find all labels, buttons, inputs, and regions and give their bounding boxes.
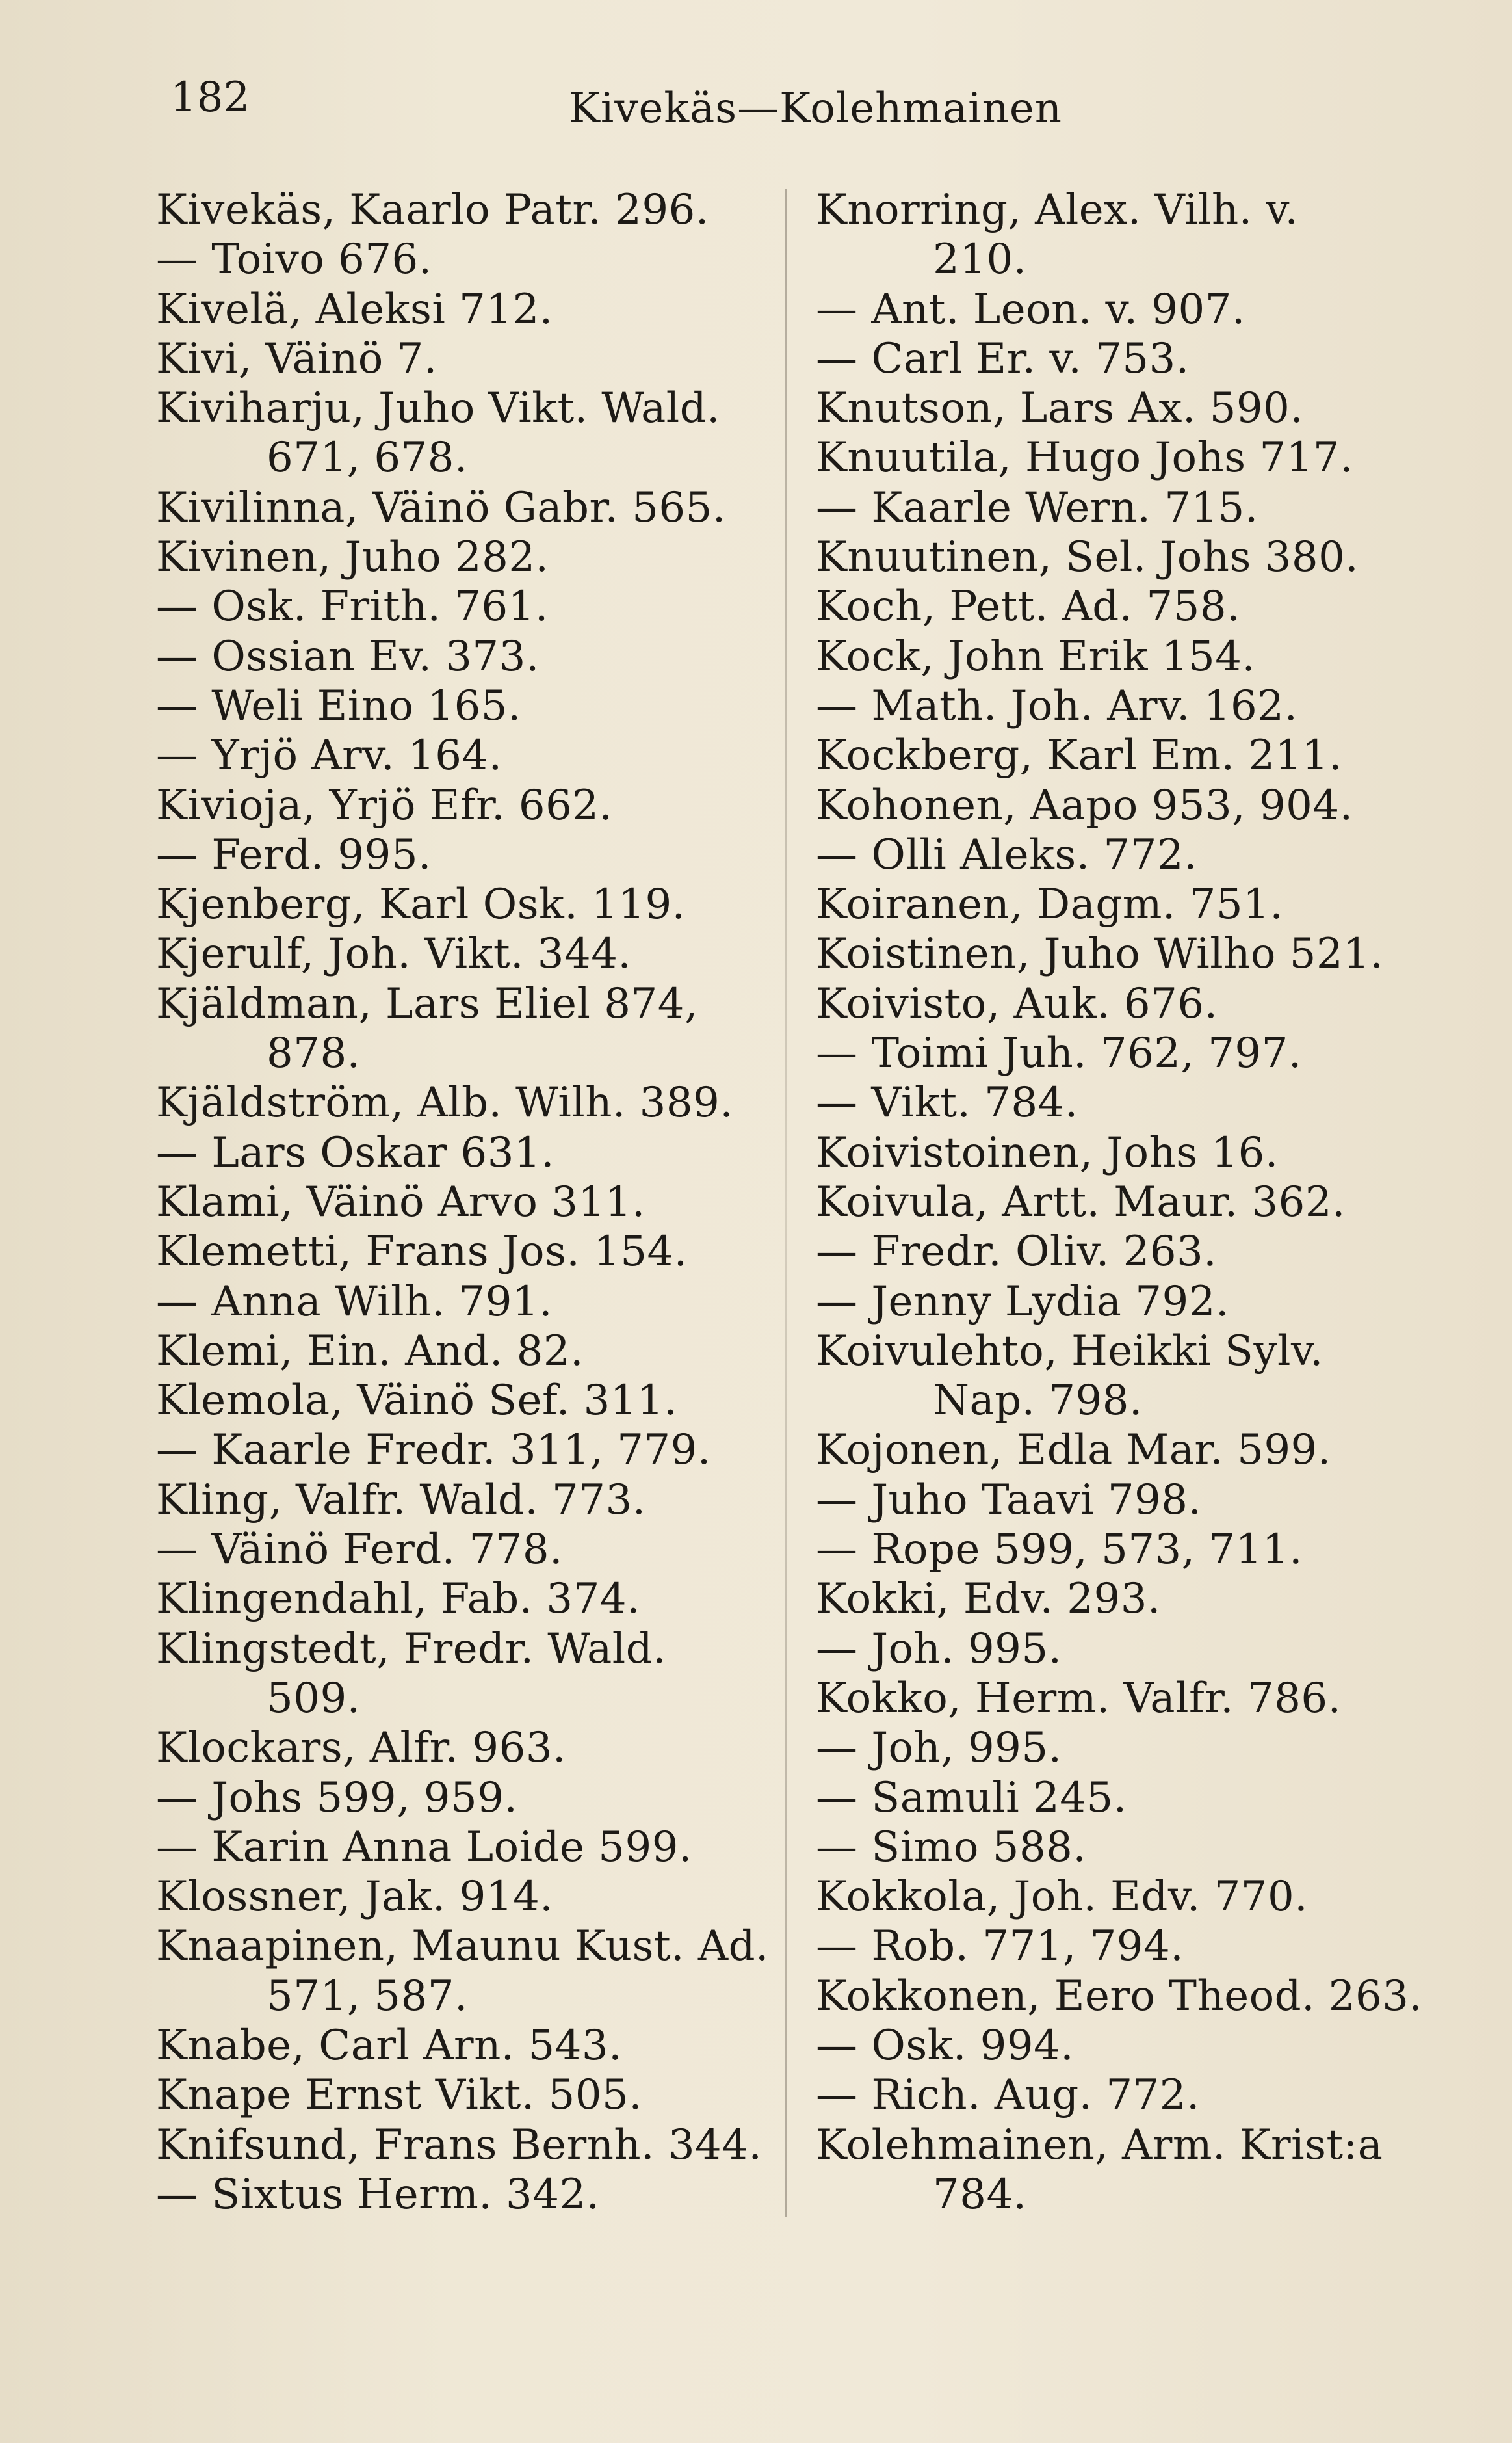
index-entry: — Lars Oskar 631.	[156, 1128, 554, 1177]
index-entry: Kolehmainen, Arm. Krist:a	[816, 2120, 1383, 2169]
right-column	[816, 185, 1440, 2219]
index-entry-continuation: 210.	[933, 235, 1027, 284]
index-entry: Klingendahl, Fab. 374.	[156, 1575, 640, 1624]
index-entry: Kivekäs, Kaarlo Patr. 296.	[156, 186, 709, 234]
index-entry-continuation: 509.	[267, 1674, 361, 1723]
index-entry: Knutson, Lars Ax. 590.	[816, 384, 1304, 433]
index-entry: Kjäldman, Lars Eliel 874,	[156, 979, 698, 1028]
index-entry: Kivelä, Aleksi 712.	[156, 285, 553, 334]
index-entry: Kivinen, Juho 282.	[156, 533, 549, 582]
index-entry: — Fredr. Oliv. 263.	[816, 1228, 1218, 1276]
index-entry: — Weli Eino 165.	[156, 681, 521, 730]
index-entry: Koistinen, Juho Wilho 521.	[816, 930, 1384, 979]
index-entry: Kockberg, Karl Em. 211.	[816, 732, 1342, 780]
index-entry: Kokko, Herm. Valfr. 786.	[816, 1674, 1342, 1723]
index-entry: Klami, Väinö Arvo 311.	[156, 1178, 645, 1226]
index-entry: — Carl Er. v. 753.	[816, 334, 1190, 383]
index-entry: Klemola, Väinö Sef. 311.	[156, 1377, 678, 1425]
index-entry: — Kaarle Wern. 715.	[816, 483, 1258, 532]
index-entry: — Joh. 995.	[816, 1624, 1062, 1673]
index-entry: — Kaarle Fredr. 311, 779.	[156, 1426, 711, 1475]
index-entry: Kojonen, Edla Mar. 599.	[816, 1426, 1331, 1475]
index-entry: Koivisto, Auk. 676.	[816, 979, 1218, 1028]
index-entry: Kock, John Erik 154.	[816, 632, 1256, 681]
index-entry: Koivula, Artt. Maur. 362.	[816, 1178, 1346, 1226]
index-entry: — Osk. Frith. 761.	[156, 583, 549, 631]
index-entry: — Simo 588.	[816, 1823, 1087, 1871]
index-entry: — Juho Taavi 798.	[816, 1475, 1202, 1524]
index-entry-continuation: 878.	[267, 1029, 361, 1078]
column-divider	[785, 189, 787, 2217]
index-entry: Kivi, Väinö 7.	[156, 334, 437, 383]
index-entry: — Toivo 676.	[156, 235, 432, 284]
index-entry: Kokkonen, Eero Theod. 263.	[816, 1972, 1423, 2020]
index-entry: — Olli Aleks. 772.	[816, 830, 1197, 879]
index-entry: Knifsund, Frans Bernh. 344.	[156, 2120, 763, 2169]
index-entry: Knorring, Alex. Vilh. v.	[816, 186, 1299, 234]
index-entry: Knuutila, Hugo Johs 717.	[816, 434, 1353, 482]
index-entry: — Karin Anna Loide 599.	[156, 1823, 692, 1871]
index-entry: — Ferd. 995.	[156, 830, 432, 879]
index-entry: — Rob. 771, 794.	[816, 1922, 1184, 1971]
index-entry: Knape Ernst Vikt. 505.	[156, 2071, 643, 2120]
index-entry: Koch, Pett. Ad. 758.	[816, 583, 1240, 631]
index-entry: — Anna Wilh. 791.	[156, 1277, 553, 1326]
index-entry: — Math. Joh. Arv. 162.	[816, 681, 1298, 730]
index-entry: Kiviharju, Juho Vikt. Wald.	[156, 384, 720, 433]
index-entry: Knuutinen, Sel. Johs 380.	[816, 533, 1359, 582]
index-entry: Koivistoinen, Johs 16.	[816, 1128, 1279, 1177]
index-entry: Klockars, Alfr. 963.	[156, 1724, 566, 1773]
index-entry: — Yrjö Arv. 164.	[156, 732, 502, 780]
index-entry: — Johs 599, 959.	[156, 1773, 518, 1822]
index-entry: Kling, Valfr. Wald. 773.	[156, 1475, 646, 1524]
index-entry: Kjäldström, Alb. Wilh. 389.	[156, 1079, 734, 1128]
index-entry: Koiranen, Dagm. 751.	[816, 880, 1284, 929]
index-entry: Knabe, Carl Arn. 543.	[156, 2021, 622, 2070]
index-entry: Knaapinen, Maunu Kust. Ad.	[156, 1922, 769, 1971]
page-number: 182	[170, 73, 250, 122]
index-entry: — Sixtus Herm. 342.	[156, 2170, 600, 2219]
index-entry: Klossner, Jak. 914.	[156, 1873, 554, 1921]
index-entry-continuation: 571, 587.	[267, 1972, 468, 2020]
index-entry: — Rich. Aug. 772.	[816, 2071, 1200, 2120]
index-entry-continuation: 671, 678.	[267, 434, 468, 482]
index-entry: — Ossian Ev. 373.	[156, 632, 540, 681]
index-entry: Klemetti, Frans Jos. 154.	[156, 1228, 688, 1276]
index-entry: Kjerulf, Joh. Vikt. 344.	[156, 930, 632, 979]
index-entry: — Joh, 995.	[816, 1724, 1062, 1773]
index-entry: — Jenny Lydia 792.	[816, 1277, 1229, 1326]
index-entry: Koivulehto, Heikki Sylv.	[816, 1327, 1323, 1375]
index-entry: — Ant. Leon. v. 907.	[816, 285, 1245, 334]
index-entry: Kivilinna, Väinö Gabr. 565.	[156, 483, 726, 532]
index-entry-continuation: Nap. 798.	[933, 1377, 1143, 1425]
index-entry: Kokkola, Joh. Edv. 770.	[816, 1873, 1309, 1921]
index-entry: Kohonen, Aapo 953, 904.	[816, 781, 1353, 830]
index-entry: — Vikt. 784.	[816, 1079, 1078, 1128]
index-entry: Kivioja, Yrjö Efr. 662.	[156, 781, 613, 830]
running-head: Kivekäs—Kolehmainen	[569, 85, 1062, 133]
index-entry: Klingstedt, Fredr. Wald.	[156, 1624, 666, 1673]
index-entry: Kokki, Edv. 293.	[816, 1575, 1161, 1624]
left-column	[156, 185, 774, 2219]
index-entry: — Samuli 245.	[816, 1773, 1127, 1822]
index-entry: — Osk. 994.	[816, 2021, 1075, 2070]
index-entry: Kjenberg, Karl Osk. 119.	[156, 880, 686, 929]
index-entry: Klemi, Ein. And. 82.	[156, 1327, 584, 1375]
index-entry: — Toimi Juh. 762, 797.	[816, 1029, 1302, 1078]
index-entry: — Väinö Ferd. 778.	[156, 1525, 563, 1574]
index-entry: — Rope 599, 573, 711.	[816, 1525, 1303, 1574]
index-entry-continuation: 784.	[933, 2170, 1027, 2219]
